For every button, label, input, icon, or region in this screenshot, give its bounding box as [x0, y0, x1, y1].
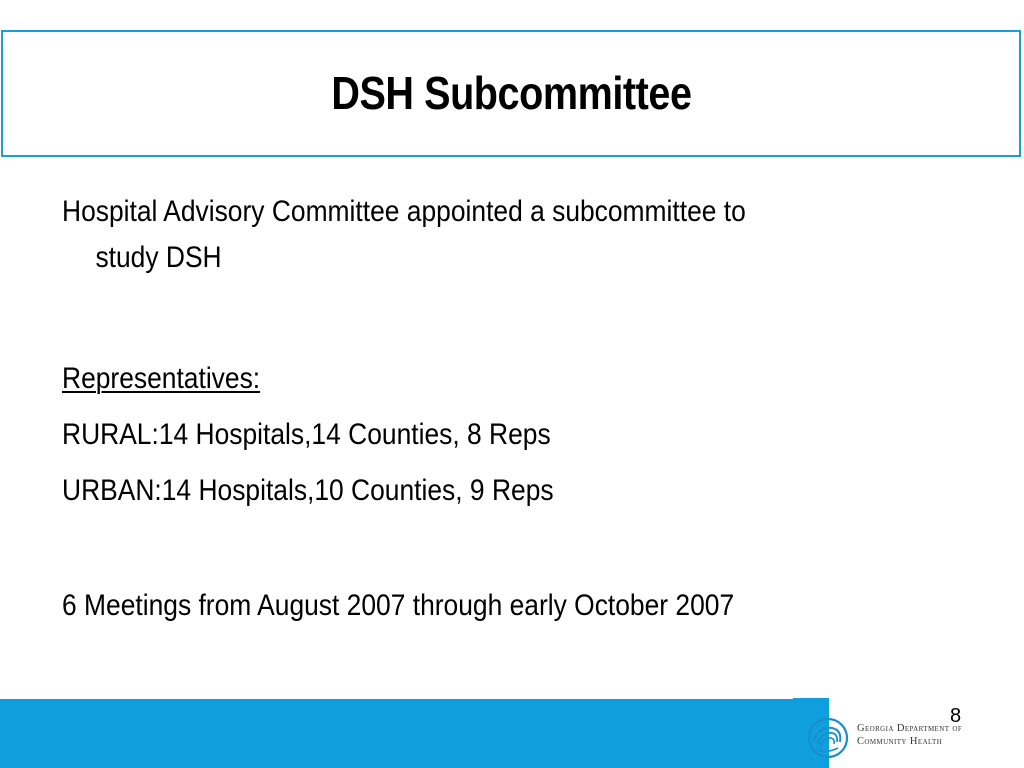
- logo-wordmark: [857, 722, 962, 748]
- logo-line-1: Georgia Department of: [857, 723, 963, 734]
- rural-representatives: RURAL:14 Hospitals,14 Counties, 8 Reps: [62, 418, 551, 451]
- georgia-dch-logo-icon: [806, 716, 850, 760]
- representatives-heading: Representatives:: [62, 362, 261, 395]
- body-line-committee: Hospital Advisory Committee appointed a subcommittee to: [62, 195, 746, 228]
- logo-line-2: Community Health: [857, 736, 943, 747]
- slide-title-box: [1, 30, 1021, 157]
- body-line-study: study DSH: [95, 241, 222, 274]
- slide-title: DSH Subcommittee: [330, 66, 692, 119]
- meetings-line: 6 Meetings from August 2007 through early October 2007: [62, 589, 735, 622]
- urban-representatives: URBAN:14 Hospitals,10 Counties, 9 Reps: [62, 474, 554, 507]
- page-number: 8: [950, 705, 962, 727]
